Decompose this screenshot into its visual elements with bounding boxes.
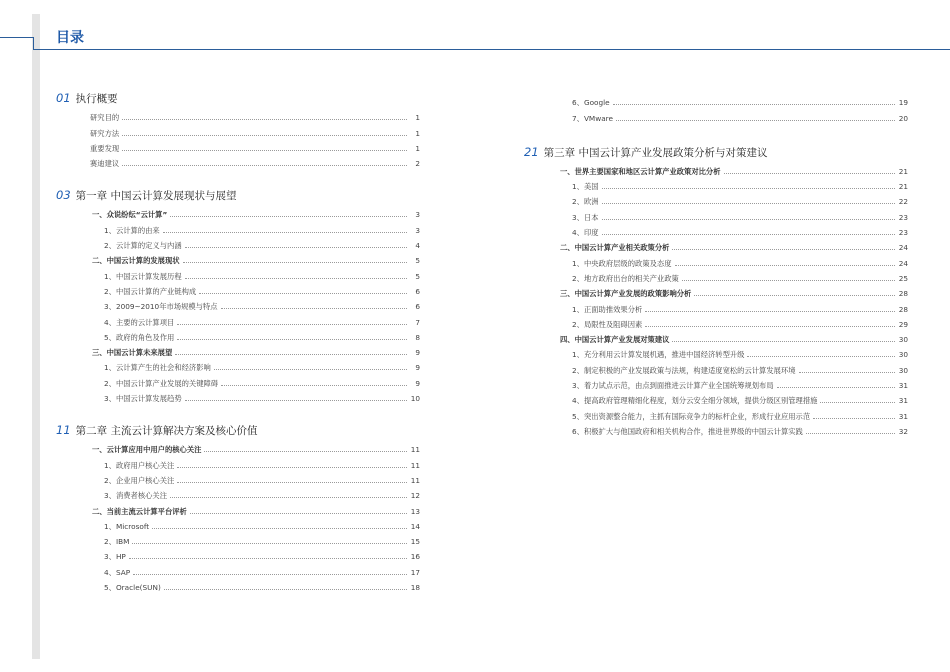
page-title: 目录 [56, 30, 84, 46]
dot-leader [806, 433, 895, 434]
toc-page-number: 6 [415, 302, 420, 312]
toc-entry-label: 一、众说纷纭“云计算” [92, 210, 168, 220]
dot-leader [672, 249, 895, 250]
dot-leader [694, 295, 895, 296]
toc-section-chapter-1[interactable] [56, 188, 420, 204]
toc-entry[interactable] [524, 359, 908, 374]
toc-entry-label: 2、云计算的定义与内涵 [104, 241, 182, 251]
toc-page-number: 18 [410, 583, 420, 593]
dot-leader [645, 311, 895, 312]
section-title: 执行概要 [75, 93, 118, 105]
dot-leader [122, 135, 407, 136]
toc-page-number: 20 [898, 113, 908, 123]
toc-page-number: 8 [415, 332, 420, 342]
toc-entry-label: 一、世界主要国家和地区云计算产业政策对比分析 [560, 166, 721, 176]
header-rule [33, 49, 950, 50]
toc-section-chapter-3[interactable] [524, 145, 908, 161]
toc-page-number: 31 [898, 396, 908, 406]
toc-entry-label: 2、欧洲 [572, 197, 599, 207]
toc-entry[interactable] [56, 546, 420, 561]
toc-page-number: 10 [410, 394, 420, 404]
toc-entry-label: 2、局限性及阻碍因素 [572, 319, 643, 329]
toc-page-number: 24 [898, 243, 908, 253]
section-title: 第三章 中国云计算产业发展政策分析与对策建议 [543, 146, 768, 159]
toc-subsection-entry[interactable] [56, 250, 420, 265]
dot-leader [185, 400, 407, 401]
dot-leader [185, 247, 407, 248]
toc-entry-label: 4、SAP [104, 567, 131, 577]
toc-entry[interactable] [56, 577, 420, 592]
toc-entry-label: 3、日本 [572, 212, 599, 222]
toc-page-number: 23 [898, 212, 908, 222]
dot-leader [602, 234, 895, 235]
dot-leader [799, 372, 895, 373]
toc-entry-label: 研究方法 [90, 128, 120, 138]
toc-entry[interactable] [56, 531, 420, 546]
toc-entry-label: 研究目的 [90, 113, 120, 123]
toc-entry-label: 1、充分利用云计算发展机遇，推进中国经济转型升级 [572, 350, 745, 360]
toc-page-number: 30 [898, 335, 908, 345]
toc-entry[interactable] [524, 176, 908, 191]
toc-page-number: 1 [415, 143, 420, 153]
toc-entry-label: 三、中国云计算产业发展的政策影响分析 [560, 289, 692, 299]
toc-entry[interactable] [56, 219, 420, 234]
toc-subsection-entry[interactable] [56, 342, 420, 357]
toc-entry-label: 4、印度 [572, 228, 599, 238]
toc-entry[interactable] [524, 92, 908, 107]
toc-entry[interactable] [56, 470, 420, 485]
dot-leader [602, 203, 895, 204]
section-number: 21 [524, 144, 539, 159]
dot-leader [602, 219, 895, 220]
toc-entry[interactable] [56, 485, 420, 500]
toc-page-number: 9 [415, 363, 420, 373]
dot-leader [214, 369, 407, 370]
toc-entry[interactable] [524, 405, 908, 420]
toc-page-number: 4 [415, 241, 420, 251]
dot-leader [190, 513, 407, 514]
toc-page-number: 3 [415, 225, 420, 235]
toc-entry-label: 1、云计算的由来 [104, 225, 160, 235]
toc-page-number: 11 [410, 460, 420, 470]
toc-section-executive[interactable] [56, 91, 420, 107]
toc-entry-label: 5、突出资源整合能力，主抓有国际竞争力的标杆企业，形成行业应用示范 [572, 411, 811, 421]
toc-section-chapter-2[interactable] [56, 423, 420, 439]
dot-leader [129, 558, 407, 559]
toc-page-number: 9 [415, 378, 420, 388]
toc-entry[interactable] [56, 327, 420, 342]
toc-subsection-entry[interactable] [56, 500, 420, 515]
dot-leader [163, 232, 407, 233]
toc-entry[interactable] [56, 265, 420, 280]
toc-entry-label: 7、VMware [572, 113, 613, 123]
toc-subsection-entry[interactable] [56, 204, 420, 219]
toc-page-number: 1 [415, 113, 420, 123]
toc-entry[interactable] [56, 372, 420, 387]
toc-entry[interactable] [524, 344, 908, 359]
toc-page-number: 17 [410, 567, 420, 577]
toc-page-number: 28 [898, 289, 908, 299]
toc-list [56, 204, 420, 403]
toc-entry-label: 四、中国云计算产业发展对策建议 [560, 335, 670, 345]
toc-entry-label: 3、HP [104, 552, 126, 562]
toc-page-number: 15 [410, 537, 420, 547]
toc-entry[interactable] [524, 107, 908, 122]
toc-entry-label: 2、地方政府出台的相关产业政策 [572, 273, 679, 283]
toc-page-number: 3 [415, 210, 420, 220]
toc-list [524, 92, 908, 123]
toc-entry[interactable] [524, 222, 908, 237]
section-number: 03 [56, 188, 71, 203]
toc-entry[interactable] [524, 252, 908, 267]
dot-leader [820, 402, 895, 403]
toc-entry[interactable] [56, 357, 420, 372]
toc-page-number: 6 [415, 286, 420, 296]
toc-entry-label: 1、政府用户核心关注 [104, 460, 175, 470]
toc-entry-label: 1、美国 [572, 182, 599, 192]
toc-page-number: 30 [898, 350, 908, 360]
toc-page-number: 29 [898, 319, 908, 329]
dot-leader [177, 482, 407, 483]
section-gap [524, 123, 908, 145]
toc-entry-label: 3、着力试点示范，由点到面推进云计算产业全国统筹规划布局 [572, 381, 774, 391]
toc-entry-label: 二、中国云计算的发展现状 [92, 256, 180, 266]
dot-leader [170, 497, 407, 498]
dot-leader [645, 326, 895, 327]
dot-leader [682, 280, 895, 281]
toc-subsection-entry[interactable] [524, 329, 908, 344]
toc-entry-label: 一、云计算应用中用户的核心关注 [92, 445, 202, 455]
toc-entry[interactable] [524, 268, 908, 283]
dot-leader [183, 262, 407, 263]
dot-leader [221, 308, 407, 309]
toc-entry[interactable] [524, 191, 908, 206]
toc-entry[interactable] [524, 375, 908, 390]
left-margin-bar [32, 14, 40, 659]
toc-entry-label: 4、主要的云计算项目 [104, 317, 175, 327]
toc-page-number: 23 [898, 228, 908, 238]
toc-list [524, 161, 908, 436]
toc-entry-label: 1、中央政府层级的政策及态度 [572, 258, 672, 268]
dot-leader [133, 574, 407, 575]
dot-leader [164, 589, 407, 590]
toc-page-number: 32 [898, 426, 908, 436]
toc-entry-label: 1、Microsoft [104, 521, 150, 531]
dot-leader [724, 173, 895, 174]
toc-entry-label: 2、中国云计算产业发展的关键障碍 [104, 378, 219, 388]
toc-entry-label: 6、Google [572, 98, 610, 108]
toc-page-number: 5 [415, 271, 420, 281]
toc-list [56, 107, 420, 168]
section-gap [56, 168, 420, 188]
section-number: 01 [56, 91, 71, 105]
dot-leader [613, 104, 895, 105]
toc-entry[interactable] [56, 107, 420, 122]
toc-page-number: 30 [898, 365, 908, 375]
dot-leader [675, 265, 895, 266]
toc-page-number: 7 [415, 317, 420, 327]
toc-entry[interactable] [56, 388, 420, 403]
dot-leader [122, 119, 407, 120]
dot-leader [122, 165, 407, 166]
toc-entry-label: 5、Oracle(SUN) [104, 583, 161, 593]
toc-entry-label: 4、提高政府管理精细化程度，划分云安全细分领域，提供分级区别管理措施 [572, 396, 818, 406]
toc-page-number: 22 [898, 197, 908, 207]
toc-entry-label: 3、2009~2010年市场规模与特点 [104, 302, 218, 312]
toc-page-number: 21 [898, 182, 908, 192]
toc-entry-label: 3、中国云计算发展趋势 [104, 394, 182, 404]
toc-entry-label: 3、消费者核心关注 [104, 491, 168, 501]
toc-entry-label: 1、正面助推效果分析 [572, 304, 643, 314]
toc-entry-label: 2、中国云计算的产业链构成 [104, 286, 197, 296]
toc-entry[interactable] [56, 516, 420, 531]
dot-leader [777, 387, 895, 388]
dot-leader [152, 528, 407, 529]
toc-page-number: 21 [898, 166, 908, 176]
toc-subsection-entry[interactable] [56, 439, 420, 454]
toc-left-column [56, 91, 420, 592]
toc-entry[interactable] [56, 454, 420, 469]
toc-entry-label: 2、企业用户核心关注 [104, 475, 175, 485]
toc-entry[interactable] [56, 296, 420, 311]
toc-entry-label: 1、云计算产生的社会和经济影响 [104, 363, 211, 373]
section-title: 第一章 中国云计算发展现状与展望 [75, 190, 237, 203]
toc-entry[interactable] [56, 138, 420, 153]
toc-page-number: 24 [898, 258, 908, 268]
toc-page-number: 2 [415, 159, 420, 169]
toc-page-number: 19 [898, 98, 908, 108]
toc-subsection-entry[interactable] [524, 283, 908, 298]
dot-leader [122, 150, 407, 151]
toc-entry-label: 二、中国云计算产业相关政策分析 [560, 243, 670, 253]
dot-leader [199, 293, 407, 294]
toc-page-number: 31 [898, 381, 908, 391]
toc-page-number: 1 [415, 128, 420, 138]
dot-leader [132, 543, 407, 544]
toc-page-number: 14 [410, 521, 420, 531]
toc-entry[interactable] [56, 153, 420, 168]
toc-entry[interactable] [524, 421, 908, 436]
toc-page-number: 11 [410, 475, 420, 485]
dot-leader [177, 324, 407, 325]
toc-page-number: 9 [415, 348, 420, 358]
toc-entry[interactable] [56, 235, 420, 250]
toc-entry-label: 2、IBM [104, 537, 130, 547]
toc-entry-label: 5、政府的角色及作用 [104, 332, 175, 342]
section-gap [56, 403, 420, 423]
dot-leader [602, 188, 895, 189]
toc-page-number: 25 [898, 273, 908, 283]
toc-entry[interactable] [524, 298, 908, 313]
toc-subsection-entry[interactable] [524, 237, 908, 252]
toc-list [56, 439, 420, 592]
toc-entry[interactable] [56, 122, 420, 137]
toc-entry-label: 重要发现 [90, 143, 120, 153]
toc-entry-label: 1、中国云计算发展历程 [104, 271, 182, 281]
toc-entry[interactable] [56, 281, 420, 296]
toc-entry[interactable] [524, 314, 908, 329]
dot-leader [221, 385, 407, 386]
header-rule-left [0, 37, 34, 38]
dot-leader [175, 354, 407, 355]
dot-leader [616, 120, 895, 121]
toc-entry[interactable] [56, 311, 420, 326]
dot-leader [672, 341, 895, 342]
toc-page-number: 12 [410, 491, 420, 501]
toc-page-number: 16 [410, 552, 420, 562]
toc-entry-label: 2、制定积极的产业发展政策与法规，构建适度宽松的云计算发展环境 [572, 365, 796, 375]
dot-leader [204, 451, 407, 452]
toc-entry[interactable] [524, 390, 908, 405]
dot-leader [747, 356, 895, 357]
dot-leader [185, 278, 407, 279]
toc-page-number: 31 [898, 411, 908, 421]
dot-leader [177, 339, 407, 340]
toc-page-number: 13 [410, 506, 420, 516]
toc-page-number: 5 [415, 256, 420, 266]
toc-entry-label: 二、当前主流云计算平台评析 [92, 506, 187, 516]
dot-leader [177, 467, 407, 468]
section-number: 11 [56, 423, 71, 438]
dot-leader [170, 216, 407, 217]
toc-page-number: 28 [898, 304, 908, 314]
toc-page-number: 11 [410, 445, 420, 455]
section-title: 第二章 主流云计算解决方案及核心价值 [75, 425, 258, 438]
toc-entry-label: 6、积极扩大与他国政府和相关机构合作，推进世界级的中国云计算实践 [572, 426, 803, 436]
dot-leader [813, 418, 895, 419]
toc-right-column [524, 92, 908, 436]
toc-entry-label: 三、中国云计算未来展望 [92, 348, 173, 358]
toc-entry[interactable] [56, 561, 420, 576]
toc-entry[interactable] [524, 206, 908, 221]
toc-entry-label: 赛迪建议 [90, 159, 120, 169]
toc-subsection-entry[interactable] [524, 161, 908, 176]
